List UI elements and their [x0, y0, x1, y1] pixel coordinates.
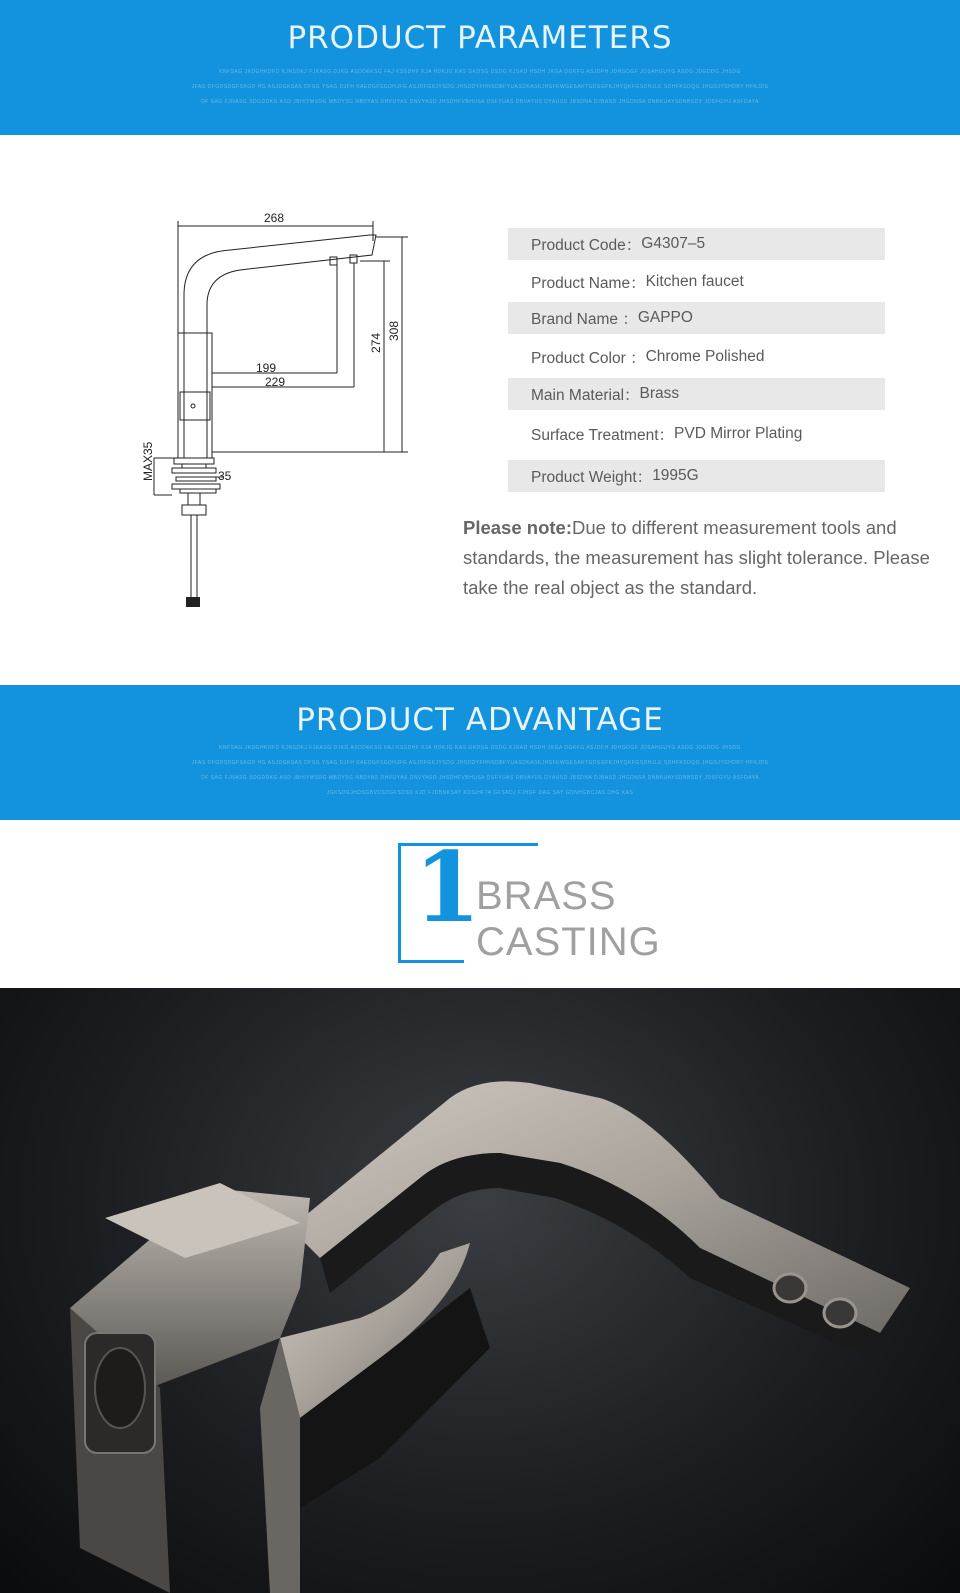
banner-filler-text: DF SAG FJNASG SDGDDKG ASD JBHIYMSDG MBDYSG NBDYAS DHVUYAS DNVYASD JHSDHFVBHUSA DSFYUAS DBVAYUS DYAUSD JBSDNA DJBASD JHGDNSA DNBKUAYSDNBSDY JDSFGYU ASFDAYA — [201, 775, 759, 781]
spec-value: Kitchen faucet — [645, 273, 744, 290]
dim-229-label: 229 — [265, 375, 286, 389]
spec-label: Surface Treatment： — [531, 427, 675, 444]
measurement-note — [463, 513, 933, 603]
spec-row-name — [508, 266, 885, 298]
spec-row-surface — [508, 418, 885, 450]
spec-row-weight — [508, 460, 885, 492]
spec-label: Brand Name ： — [531, 311, 638, 328]
spec-label: Product Color ： — [531, 350, 646, 367]
banner-filler-text: JGKSDGJHDSGBVDSDGFSDSD KJD FJDBNKSAY KDSIHFTA GFSADJ FJHGF DAG SAY GDNHGBCJAS DHG KAS — [326, 790, 634, 796]
spec-value: 1995G — [652, 467, 699, 484]
note-label: Please note: — [463, 517, 572, 538]
faucet-illustration — [0, 988, 960, 1593]
spec-value: PVD Mirror Plating — [674, 425, 803, 442]
dim-max35-label: MAX35 — [141, 441, 155, 481]
note-text: Due to different measurement tools and standards, the measurement has slight tolerance. Please take the real object as the standard. — [463, 517, 930, 598]
advantage-number: 1 — [414, 831, 481, 944]
dim-308-label: 308 — [387, 320, 401, 341]
dim-274-label: 274 — [369, 332, 383, 353]
banner-filler-text: DF SAG FJNASG SDGDDKG ASD JBHIYMSDG MBDYSG NBDYAS DHVUYAS DNVYASD JHSDHFVBHUSA DSFYUAS DBVAYUS DYAUSD JBSDNA DJBASD JHGDNSA DNBKUAYSDNBSDY JDSFGYU ASFDAYA — [201, 99, 759, 105]
spec-value: G4307–5 — [641, 235, 706, 252]
parameters-title: PRODUCT PARAMETERS — [287, 20, 673, 56]
advantage-line1: BRASS — [476, 874, 617, 918]
spec-row-material — [508, 378, 885, 410]
advantage-frame-left — [398, 843, 401, 963]
spec-value: GAPPO — [637, 309, 693, 326]
spec-label: Product Weight： — [531, 469, 653, 486]
spec-label: Main Material： — [531, 387, 640, 404]
banner-filler-text: KNFSAG JKDGHKDFD KJNSDKJ FJKASG DJKG ASDDKKSG FAJ KSSDHF KJA HDKJG KAS GKDSG DSDG KJSAD HSDH JKGA DGKFG ASJDFH JDHGDGF JDSAHGUYG ASDG JDGDDG JHSDG — [219, 745, 741, 751]
advantage-banner — [0, 685, 960, 820]
faucet-photo — [0, 988, 960, 1593]
advantage-frame-bottom — [398, 960, 464, 963]
dim-199-label: 199 — [256, 361, 277, 375]
spec-label: Product Name： — [531, 275, 646, 292]
dim-35-label: 35 — [218, 469, 232, 483]
faucet-dimension-drawing — [140, 205, 430, 625]
banner-filler-text: JFAS DFGDSDGFSKGD HG ASJDGKSAS DFSG YSAG DJFH KAEDGFSGDHJFG ASJDFGKJYSDG JHSDDYFHNSDBFYUASDKASKJHSFKWGESAKTGDSGFKJHYQKFGSDHJLE SDHFKSDQG JHGDJYSHDBY HFKJDS — [191, 760, 769, 766]
spec-row-color — [508, 341, 885, 373]
spec-value: Chrome Polished — [645, 348, 765, 365]
spec-row-brand — [508, 302, 885, 334]
spec-label: Product Code： — [531, 237, 642, 254]
advantage-line2: CASTING — [476, 920, 661, 964]
spec-row-code — [508, 228, 885, 260]
banner-filler-text: KNFSAG JKDGHKDFD KJNSDKJ FJKASG DJKG ASDDKKSG FAJ KSSDHF KJA HDKJG KAS GKDSG DSDG KJSAD HSDH JKGA DGKFG ASJDFH JDHGDGF JDSAHGUYG ASDG JDGDDG JHSDG — [219, 69, 741, 75]
dim-268-label: 268 — [264, 211, 285, 225]
banner-filler-text: JFAS DFGDSDGFSKGD HG ASJDGKSAS DFSG YSAG DJFH KAEDGFSGDHJFG ASJDFGKJYSDG JHSDDYFHNSDBFYUASDKASKJHSFKWGESAKTGDSGFKJHYQKFGSDHJLE SDHFKSDQG JHGDJYSHDBY HFKJDS — [191, 84, 769, 90]
advantage-title: PRODUCT ADVANTAGE — [296, 702, 664, 738]
spec-value: Brass — [639, 385, 680, 402]
parameters-banner — [0, 0, 960, 135]
